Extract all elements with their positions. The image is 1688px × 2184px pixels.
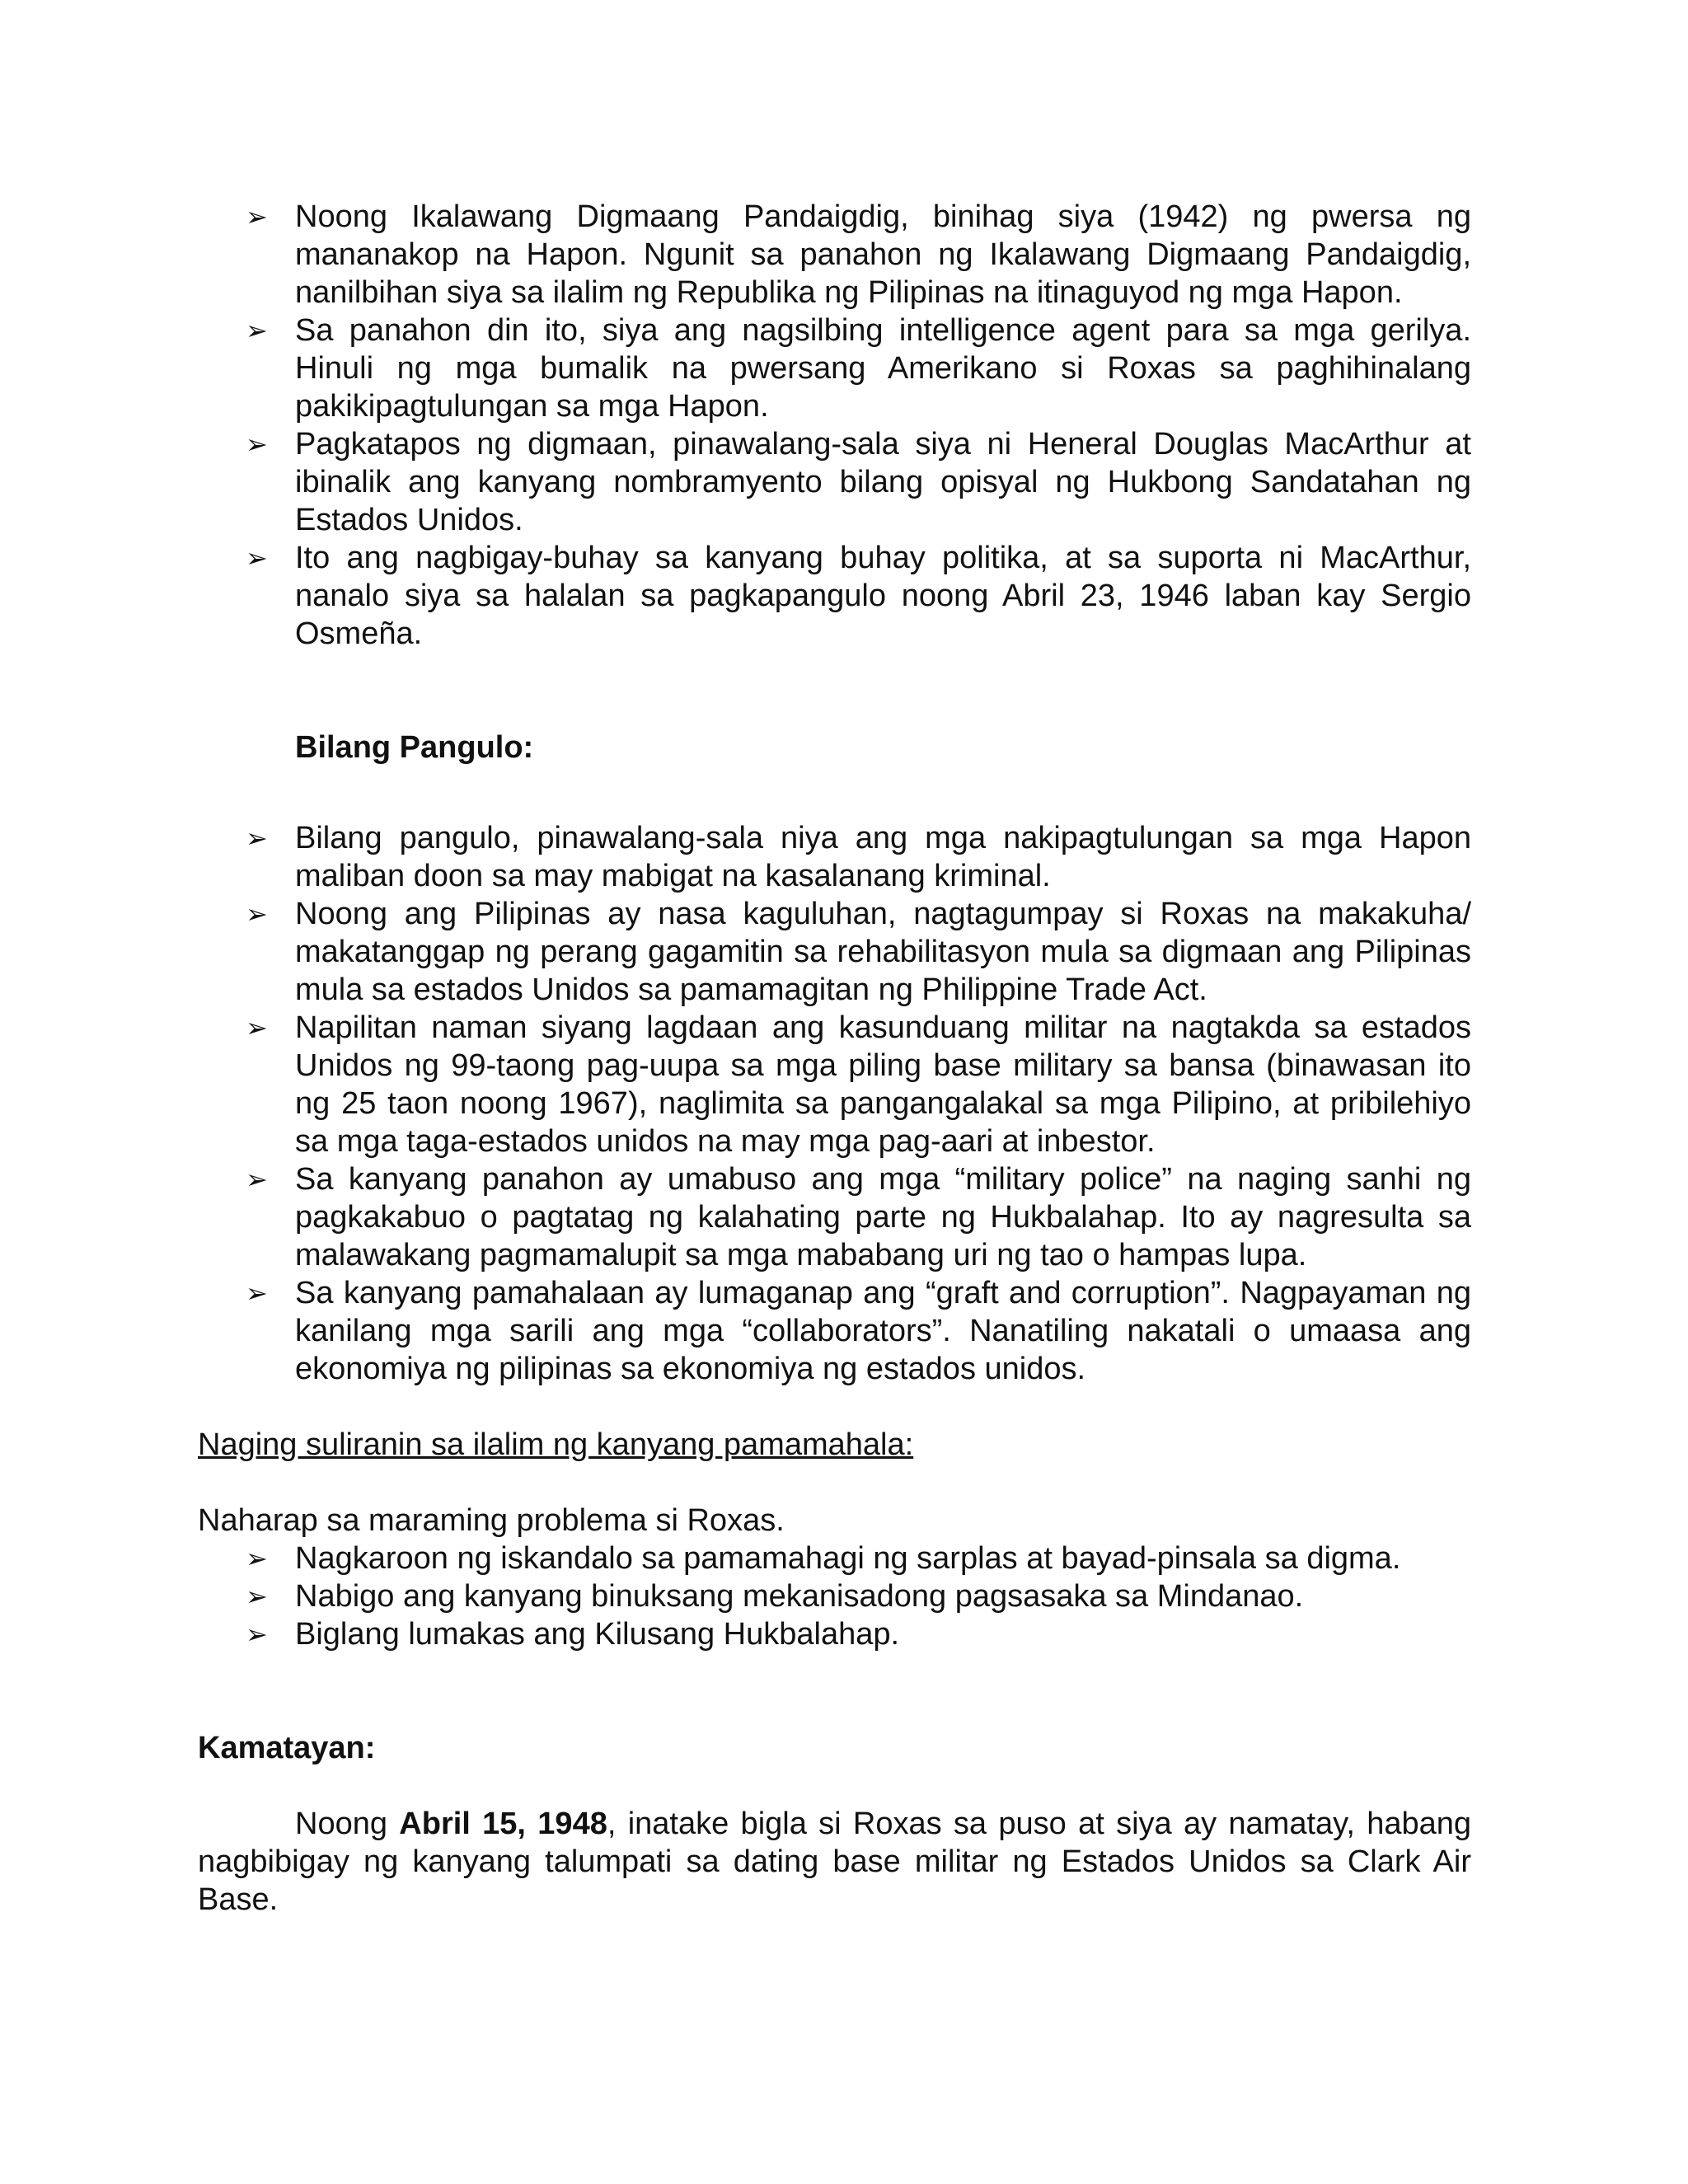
- list-item: [198, 895, 1471, 1009]
- spacer: [198, 766, 1471, 819]
- arrowhead-bullet-icon: ➢: [246, 823, 268, 853]
- arrowhead-bullet-icon: ➢: [246, 1013, 268, 1043]
- arrowhead-bullet-icon: ➢: [246, 1278, 268, 1308]
- spacer: [198, 1464, 1471, 1502]
- list-item-text: Bilang pangulo, pinawalang-sala niya ang mga nakipagtulungan sa mga Hapon maliban doon sa may mabigat na kasalanang kriminal.: [295, 821, 1471, 893]
- list-item-text: Ito ang nagbigay-buhay sa kanyang buhay politika, at sa suporta ni MacArthur, nanalo siya sa halalan sa pagkapangulo noong Abril 23, 1946 laban kay Sergio Osmeña.: [295, 541, 1471, 651]
- kamatayan-text-rest: , inatake bigla si Roxas sa puso at siya ay namatay, habang nagbibigay ng kanyang talumpati sa dating base militar ng Estados Unidos sa Clark Air Base.: [198, 1807, 1471, 1917]
- intro-bullet-list: [198, 198, 1471, 653]
- arrowhead-bullet-icon: ➢: [246, 1619, 268, 1649]
- list-item: [198, 819, 1471, 895]
- list-item-text: Biglang lumakas ang Kilusang Hukbalahap.: [295, 1617, 900, 1652]
- list-item: [198, 1577, 1471, 1615]
- spacer: [198, 1653, 1471, 1729]
- arrowhead-bullet-icon: ➢: [246, 202, 268, 232]
- kamatayan-text-start: Noong: [295, 1807, 400, 1841]
- list-item: [198, 198, 1471, 312]
- list-item: [198, 1009, 1471, 1160]
- arrowhead-bullet-icon: ➢: [246, 1582, 268, 1611]
- list-item-text: Noong ang Pilipinas ay nasa kaguluhan, nagtagumpay si Roxas na makakuha/ makatanggap ng perang gagamitin sa rehabilitasyon mula sa digmaan ang Pilipinas mula sa estados Unidos sa pamamagitan ng Philippine Trade Act.: [295, 897, 1471, 1007]
- list-item-text: Pagkatapos ng digmaan, pinawalang-sala siya ni Heneral Douglas MacArthur at ibinalik ang kanyang nombramyento bilang opisyal ng Hukbong Sandatahan ng Estados Unidos.: [295, 427, 1471, 537]
- list-item-text: Sa kanyang panahon ay umabuso ang mga “military police” na naging sanhi ng pagkakabuo o pagtatag ng kalahating parte ng Hukbalahap. Ito ay nagresulta sa malawakang pagmamalupit sa mga mababang uri ng tao o hampas lupa.: [295, 1162, 1471, 1272]
- section-heading-bilang-pangulo: Bilang Pangulo:: [295, 730, 534, 765]
- section-heading-suliranin: Naging suliranin sa ilalim ng kanyang pamamahala:: [198, 1427, 914, 1462]
- spacer: [198, 1388, 1471, 1426]
- list-item: [198, 539, 1471, 653]
- spacer: [198, 1767, 1471, 1805]
- list-item: [198, 1540, 1471, 1577]
- list-item-text: Napilitan naman siyang lagdaan ang kasunduang militar na nagtakda sa estados Unidos ng 99-taong pag-uupa sa mga piling base military sa bansa (binawasan ito ng 25 taon noong 1967), naglimita sa pangangalakal sa mga Pilipino, at pribilehiyo sa mga taga-estados unidos na may mga pag-aari at inbestor.: [295, 1010, 1471, 1159]
- list-item-text: Noong Ikalawang Digmaang Pandaigdig, binihag siya (1942) ng pwersa ng mananakop na Hapon. Ngunit sa panahon ng Ikalawang Digmaang Pandaigdig, nanilbihan siya sa ilalim ng Republika ng Pilipinas na itinaguyod ng mga Hapon.: [295, 199, 1471, 310]
- pangulo-bullet-list: [198, 819, 1471, 1388]
- arrowhead-bullet-icon: ➢: [246, 316, 268, 345]
- suliranin-bullet-list: [198, 1540, 1471, 1653]
- arrowhead-bullet-icon: ➢: [246, 429, 268, 459]
- kamatayan-paragraph: [198, 1805, 1471, 1919]
- arrowhead-bullet-icon: ➢: [246, 899, 268, 929]
- arrowhead-bullet-icon: ➢: [246, 1544, 268, 1573]
- list-item: [198, 425, 1471, 539]
- list-item-text: Nagkaroon ng iskandalo sa pamamahagi ng sarplas at bayad-pinsala sa digma.: [295, 1541, 1401, 1576]
- list-item: [198, 1615, 1471, 1653]
- kamatayan-date: Abril 15, 1948: [399, 1807, 607, 1841]
- list-item: [198, 312, 1471, 425]
- list-item: [198, 1160, 1471, 1274]
- arrowhead-bullet-icon: ➢: [246, 1165, 268, 1194]
- arrowhead-bullet-icon: ➢: [246, 543, 268, 573]
- section-heading-kamatayan: Kamatayan:: [198, 1731, 376, 1765]
- list-item: [198, 1274, 1471, 1388]
- document-page: [198, 198, 1471, 1919]
- suliranin-intro: Naharap sa maraming problema si Roxas.: [198, 1503, 785, 1538]
- list-item-text: Sa panahon din ito, siya ang nagsilbing intelligence agent para sa mga gerilya. Hinuli ng mga bumalik na pwersang Amerikano si Roxas sa paghihinalang pakikipagtulungan sa mga Hapon.: [295, 313, 1471, 424]
- list-item-text: Nabigo ang kanyang binuksang mekanisadong pagsasaka sa Mindanao.: [295, 1579, 1304, 1614]
- spacer: [198, 653, 1471, 729]
- list-item-text: Sa kanyang pamahalaan ay lumaganap ang “graft and corruption”. Nagpayaman ng kanilang mga sarili ang mga “collaborators”. Nanatiling nakatali o umaasa ang ekonomiya ng pilipinas sa ekonomiya ng estados unidos.: [295, 1276, 1471, 1386]
